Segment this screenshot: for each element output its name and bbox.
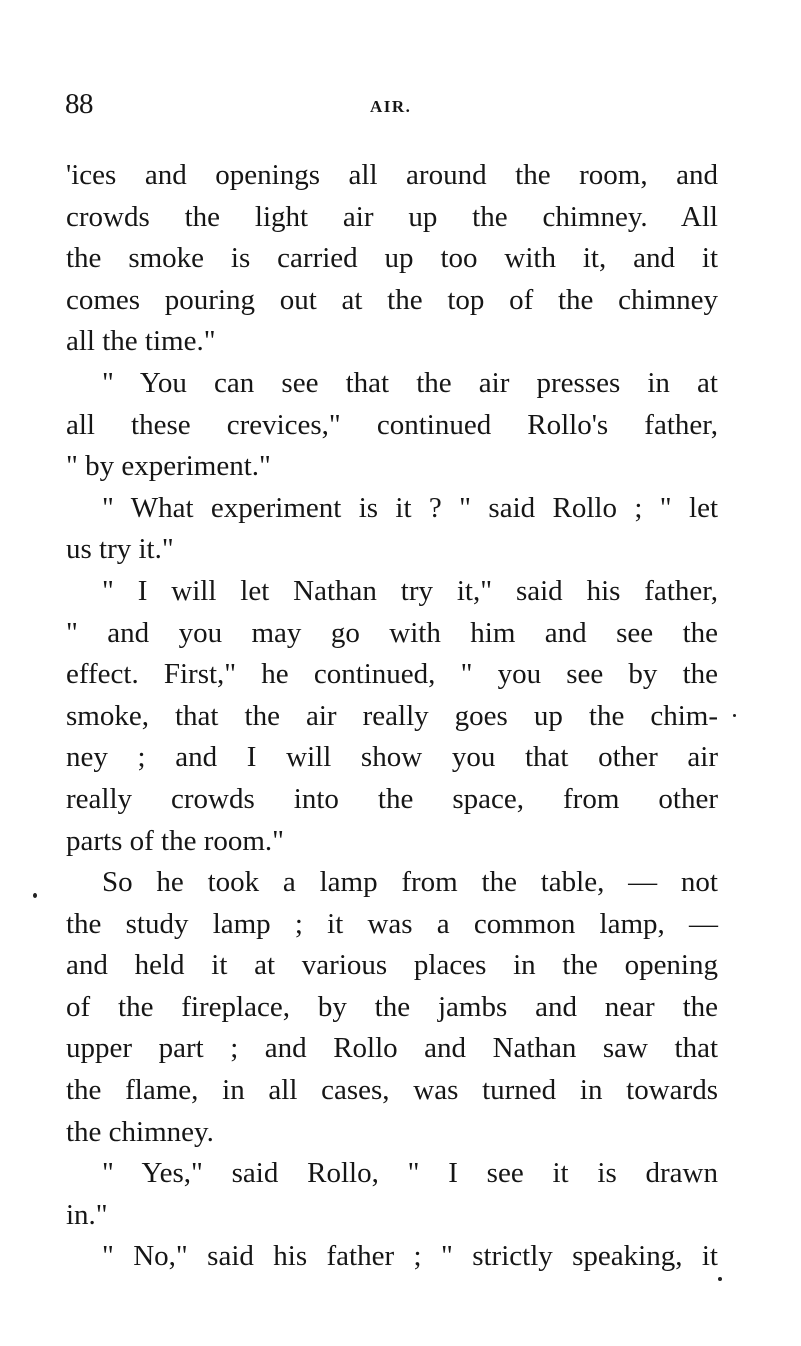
text-line: of the fireplace, by the jambs and near the (66, 990, 718, 1023)
text-line: " No," said his father ; " strictly speaking, it (102, 1240, 718, 1273)
text-line: all the time." (66, 325, 216, 358)
text-line: crowds the light air up the chimney. All (66, 200, 718, 233)
text-line: parts of the room." (66, 824, 285, 857)
text-line: and held it at various places in the opening (66, 949, 718, 982)
text-line: " I will let Nathan try it," said his father, (102, 574, 718, 607)
text-line: all these crevices," continued Rollo's father, (66, 408, 718, 441)
text-line: ney ; and I will show you that other air (66, 741, 718, 774)
text-line: the flame, in all cases, was turned in towards (66, 1074, 718, 1107)
print-speck (718, 1277, 722, 1281)
text-line: smoke, that the air really goes up the chim- (66, 699, 718, 732)
text-line: " What experiment is it ? " said Rollo ; " let (102, 491, 718, 524)
text-line: effect. First," he continued, " you see by the (66, 658, 718, 691)
page-number: 88 (65, 88, 93, 120)
text-line: " and you may go with him and see the (66, 616, 718, 649)
text-line: the smoke is carried up too with it, and it (66, 242, 718, 275)
print-speck (733, 714, 736, 717)
text-line: 'ices and openings all around the room, and (66, 159, 718, 191)
body-text (66, 155, 718, 1278)
text-line: " by experiment." (66, 450, 271, 483)
running-head: AIR. (370, 97, 412, 116)
text-line: in." (66, 1198, 108, 1231)
text-line: upper part ; and Rollo and Nathan saw that (66, 1032, 718, 1065)
text-line: the chimney. (66, 1115, 214, 1148)
text-line: the study lamp ; it was a common lamp, — (66, 907, 718, 940)
text-line: " Yes," said Rollo, " I see it is drawn (102, 1157, 718, 1190)
text-line: So he took a lamp from the table, — not (102, 866, 718, 899)
text-line: us try it." (66, 533, 174, 566)
text-line: comes pouring out at the top of the chimney (66, 283, 718, 316)
text-line: really crowds into the space, from other (66, 782, 718, 815)
page-header (65, 86, 720, 126)
print-speck (33, 893, 37, 898)
text-line: " You can see that the air presses in at (102, 366, 718, 399)
